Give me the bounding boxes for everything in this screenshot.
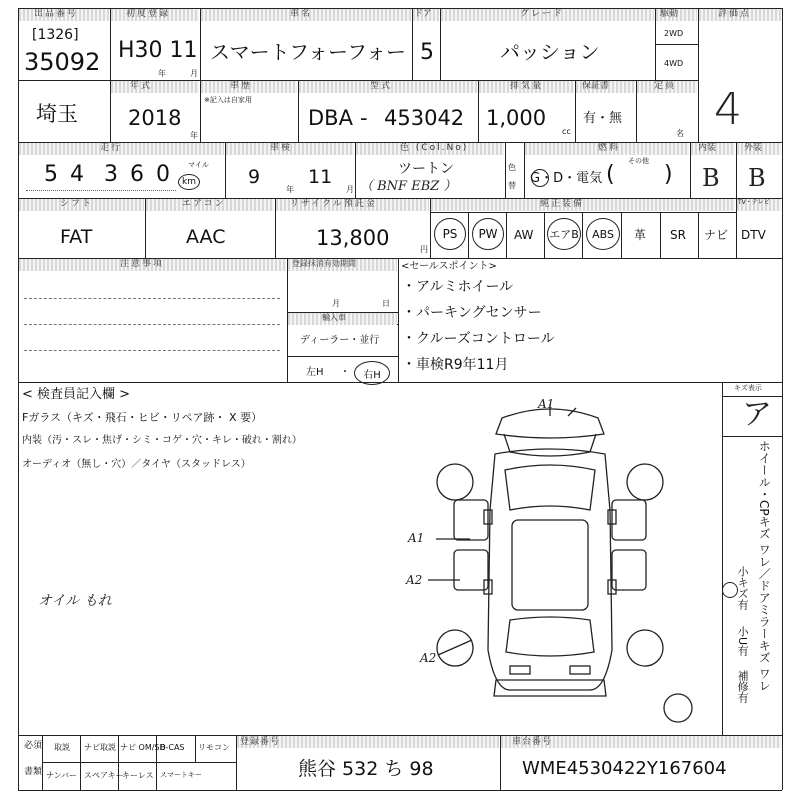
diagram-label: A1 — [408, 531, 425, 545]
mileage-digit: 4 — [70, 162, 84, 187]
fuel-options: G・D・電気 — [530, 171, 603, 186]
docs-item: ナビ OM/SD — [120, 743, 166, 752]
docs-item: ナンバー — [46, 771, 78, 780]
import-right: 右H — [354, 361, 390, 385]
docs-item: スマートキー — [160, 771, 202, 779]
lot-bracket: [1326] — [32, 27, 79, 43]
lot-header: 出品番号 — [34, 9, 79, 19]
equipment-aw: AW — [514, 228, 534, 242]
drive-header: 駆動 — [660, 9, 679, 19]
inspector-line-interior: 内装（汚・スレ・焦げ・シミ・コゲ・穴・キレ・破れ・割れ） — [22, 435, 302, 446]
color-label1: 色 — [508, 163, 516, 172]
equipment-airbag: エアB — [547, 218, 581, 250]
docs-item: ナビ取説 — [84, 743, 116, 752]
equipment-navi: ナビ — [704, 228, 729, 242]
reg-period-month: 月 — [332, 299, 340, 308]
docs-item: 取説 — [54, 743, 70, 752]
region-value: 埼玉 — [36, 102, 78, 126]
aircon-value: AAC — [186, 226, 226, 248]
mileage-header: 走行 — [100, 143, 123, 153]
equipment-leather: 革 — [634, 228, 647, 242]
first-reg-year-unit: 年 — [158, 69, 166, 78]
door-header: ドア — [414, 9, 432, 19]
fuel-header: 燃料 — [598, 143, 621, 153]
color-code: （ BNF EBZ ） — [360, 179, 457, 194]
sales-point-item: ・アルミホイール — [402, 279, 514, 295]
docs-item: リモコン — [198, 743, 230, 752]
right-sub-small-dent: 小U有 — [736, 626, 750, 657]
rating-value: 4 — [714, 84, 742, 135]
lot-number: 35092 — [24, 48, 101, 76]
docs-header-2: 書類 — [24, 767, 43, 777]
inspection-day: 11 — [308, 166, 333, 188]
color-header: 色 (Col.No) — [400, 143, 469, 153]
aircon-header: エアコン — [182, 199, 226, 209]
right-sub-small-scratch: 小キズ有 — [736, 566, 750, 610]
tv-header: TV・テレビ — [738, 199, 770, 206]
equipment-dtv: DTV — [741, 228, 766, 242]
inspection-month-unit: 年 — [286, 185, 294, 194]
grade-value: パッション — [500, 40, 600, 64]
model-year-value: 2018 — [128, 106, 182, 130]
plate-header: 登録番号 — [240, 737, 281, 747]
equipment-pw: PW — [472, 218, 504, 250]
grade-header: グレード — [520, 9, 565, 19]
drive-4wd: 4WD — [664, 59, 684, 68]
model-type-code: 453042 — [384, 106, 465, 130]
mileage-unit-km: km — [178, 174, 200, 190]
import-dot: ・ — [340, 367, 350, 378]
model-type-header: 型式 — [370, 81, 393, 91]
capacity-unit: 名 — [676, 129, 684, 138]
history-note: ※記入は自家用 — [204, 96, 252, 104]
notes-header: 注意事項 — [120, 259, 165, 269]
import-header: 輸入車 — [322, 313, 346, 322]
diagram-label: A1 — [538, 397, 555, 411]
mileage-unit-mile: マイル — [188, 161, 209, 169]
inspector-line-audio: オーディオ（無し・穴）／タイヤ（スタッドレス） — [22, 459, 251, 470]
reg-period-day: 日 — [382, 299, 390, 308]
drive-2wd: 2WD — [664, 29, 684, 38]
displacement-unit: cc — [562, 127, 571, 136]
inspection-day-unit: 月 — [346, 185, 354, 194]
car-name-header: 車名 — [290, 9, 313, 19]
plate-value: 熊谷 532 ち 98 — [298, 758, 434, 780]
warranty-value: 有・無 — [583, 111, 623, 126]
recycle-header: リサイクル預託金 — [290, 199, 377, 209]
fuel-other: その他 — [628, 157, 649, 165]
equipment-abs: ABS — [586, 218, 620, 250]
diagram-label: A2 — [420, 651, 437, 665]
first-reg-header: 初度登録 — [126, 9, 171, 19]
right-handwritten: ア — [742, 397, 772, 432]
sales-point-item: ・パーキングセンサー — [402, 305, 542, 321]
warranty-header: 保証書 — [582, 81, 610, 91]
interior-header: 内装 — [698, 143, 717, 153]
displacement-value: 1,000 — [486, 106, 547, 130]
vin-header: 車台番号 — [512, 737, 553, 747]
recycle-unit: 円 — [420, 245, 428, 254]
inspector-line-glass: Fガラス（キズ・飛石・ヒビ・リペア跡・ X 要） — [22, 411, 263, 424]
mileage-digit: 6 — [130, 162, 144, 187]
import-left: 左H — [306, 367, 324, 378]
inspection-header: 車検 — [270, 143, 293, 153]
model-type-prefix: DBA — [308, 106, 353, 130]
docs-item: キーレス — [122, 771, 154, 780]
mileage-digit: 5 — [44, 162, 58, 187]
fuel-paren-close: ) — [664, 162, 673, 187]
docs-item: B-CAS — [160, 743, 185, 752]
exterior-value: B — [748, 164, 766, 192]
inspection-month: 9 — [248, 166, 261, 188]
first-reg-month-unit: 月 — [190, 69, 198, 78]
right-sub-repair: 補修有 — [736, 670, 750, 703]
diagram-label: A2 — [406, 573, 423, 587]
mileage-digit: 0 — [156, 162, 170, 187]
fuel-paren-open: ( — [606, 162, 615, 187]
shift-header: シフト — [60, 199, 94, 209]
equipment-header: 純正装備 — [540, 199, 585, 209]
vin-value: WME4530422Y167604 — [522, 758, 727, 779]
right-mark-header: キズ表示 — [734, 384, 762, 392]
equipment-sr: SR — [670, 228, 686, 242]
docs-item: スペアキー — [84, 771, 124, 780]
car-name-value: スマートフォーフォー — [210, 40, 406, 64]
recycle-value: 13,800 — [316, 226, 390, 250]
model-year-unit: 年 — [190, 131, 198, 140]
docs-header-1: 必須 — [24, 741, 43, 751]
color-label2: 替 — [508, 181, 516, 190]
car-damage-diagram — [400, 390, 700, 730]
right-vertical-text: ホイール・CPキズ ワレ／ドアミラーキズ ワレ — [757, 440, 772, 692]
color-value: ツートン — [398, 161, 454, 177]
first-reg-value: H30 11 — [118, 38, 198, 63]
capacity-header: 定員 — [654, 81, 677, 91]
fuel-selected-circle — [531, 169, 549, 187]
inspector-header: < 検査員記入欄 > — [22, 387, 131, 402]
model-type-dash: - — [360, 106, 368, 130]
door-value: 5 — [420, 40, 434, 65]
sales-points-header: <セールスポイント> — [401, 261, 497, 272]
model-year-header: 年式 — [130, 81, 153, 91]
right-sub-circle — [722, 582, 738, 598]
shift-value: FAT — [60, 226, 93, 248]
reg-period-header: 登録抹消有効期間 — [292, 259, 356, 268]
exterior-header: 外装 — [744, 143, 763, 153]
interior-value: B — [702, 164, 720, 192]
inspector-handwritten-note: オイル もれ — [38, 593, 112, 609]
displacement-header: 排気量 — [510, 81, 544, 91]
equipment-ps: PS — [434, 218, 466, 250]
import-dealer: ディーラー・並行 — [300, 335, 380, 346]
sales-point-item: ・車検R9年11月 — [402, 357, 509, 373]
sales-point-item: ・クルーズコントロール — [402, 331, 555, 347]
rating-header: 評価点 — [718, 9, 752, 19]
history-header: 車歴 — [230, 81, 253, 91]
mileage-digit: 3 — [104, 162, 118, 187]
